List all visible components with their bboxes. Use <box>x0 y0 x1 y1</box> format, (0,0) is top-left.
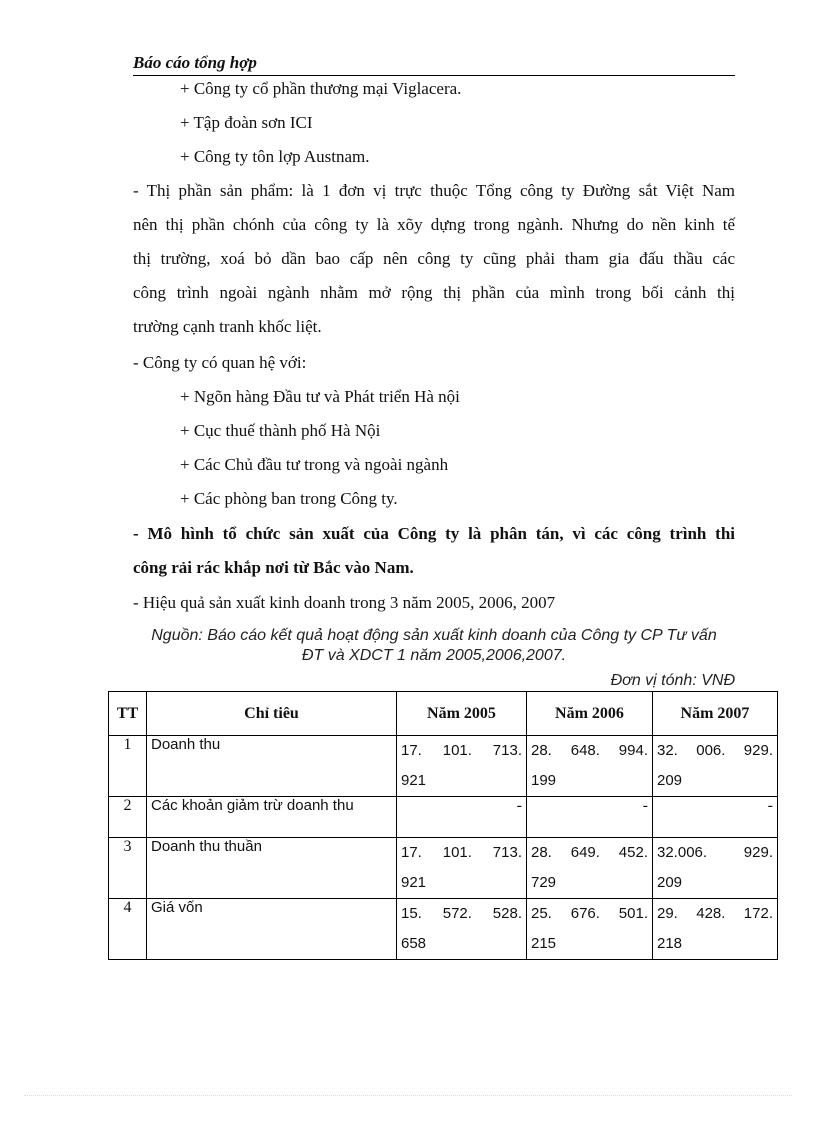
paragraph-line: công trình ngoài ngành nhằm mở rộng thị phần của mình trong bối cảnh thị <box>133 283 735 302</box>
header-tt: TT <box>109 692 147 736</box>
row-indicator: Doanh thu <box>147 736 397 797</box>
partner-item: + Công ty tôn lợp Austnam. <box>180 147 370 166</box>
value-2005: 15. 572. 528. 658 <box>397 899 527 960</box>
table-header-row <box>109 692 778 736</box>
row-number: 3 <box>109 838 147 899</box>
value-2006: 28. 648. 994. 199 <box>527 736 653 797</box>
paragraph-line: - Thị phần sản phẩm: là 1 đơn vị trực thuộc Tổng công ty Đường sắt Việt Nam <box>133 181 735 200</box>
source-line: ĐT và XDCT 1 năm 2005,2006,2007. <box>301 647 567 664</box>
partner-item: + Tập đoàn sơn ICI <box>180 113 313 132</box>
header-indicator: Chỉ tiêu <box>147 692 397 736</box>
paragraph-line: nên thị phần chónh của công ty là xõy dựng trong ngành. Nhưng do nền kinh tế <box>133 215 735 234</box>
row-number: 4 <box>109 899 147 960</box>
financial-table <box>108 691 778 960</box>
header-year-2007: Năm 2007 <box>653 692 778 736</box>
value-2006: - <box>527 797 653 838</box>
row-number: 1 <box>109 736 147 797</box>
row-number: 2 <box>109 797 147 838</box>
value-2005: 17. 101. 713. 921 <box>397 838 527 899</box>
value-2005: 17. 101. 713. 921 <box>397 736 527 797</box>
header-year-2006: Năm 2006 <box>527 692 653 736</box>
relation-item: + Ngõn hàng Đầu tư và Phát triển Hà nội <box>180 387 460 406</box>
value-2006: 25. 676. 501. 215 <box>527 899 653 960</box>
paragraph-line: thị trường, xoá bỏ dần bao cấp nên công ty cũng phải tham gia đấu thầu các <box>133 249 735 268</box>
row-indicator: Các khoản giảm trừ doanh thu <box>147 797 397 838</box>
relation-item: + Cục thuế thành phố Hà Nội <box>180 421 381 440</box>
relations-intro: - Công ty có quan hệ với: <box>133 353 307 372</box>
relation-item: + Các Chủ đầu tư trong và ngoài ngành <box>180 455 449 474</box>
row-indicator: Doanh thu thuần <box>147 838 397 899</box>
row-indicator: Giá vốn <box>147 899 397 960</box>
value-2006: 28. 649. 452. 729 <box>527 838 653 899</box>
source-note <box>120 626 748 666</box>
value-2007: - <box>653 797 778 838</box>
paragraph-line: công rải rác khắp nơi từ Bắc vào Nam. <box>133 558 414 577</box>
efficiency-heading: - Hiệu quả sản xuất kinh doanh trong 3 năm 2005, 2006, 2007 <box>133 593 556 612</box>
value-2007: 29. 428. 172. 218 <box>653 899 778 960</box>
partner-item: + Công ty cổ phần thương mại Viglacera. <box>180 79 462 98</box>
value-2007: 32. 006. 929. 209 <box>653 736 778 797</box>
unit-note: Đơn vị tónh: VNĐ <box>610 672 735 689</box>
table-row <box>109 899 778 960</box>
table-row <box>109 736 778 797</box>
paragraph-line: - Mô hình tổ chức sản xuất của Công ty là phân tán, vì các công trình thi <box>133 524 735 543</box>
model-paragraph <box>133 523 735 557</box>
table-row <box>109 797 778 838</box>
header-year-2005: Năm 2005 <box>397 692 527 736</box>
value-2007: 32.006. 929. 209 <box>653 838 778 899</box>
table-row <box>109 838 778 899</box>
document-header: Báo cáo tổng hợp <box>133 52 735 76</box>
relation-item: + Các phòng ban trong Công ty. <box>180 489 398 508</box>
value-2005: - <box>397 797 527 838</box>
paragraph-line: trường cạnh tranh khốc liệt. <box>133 317 322 336</box>
page-bottom-divider <box>24 1095 792 1096</box>
market-paragraph <box>133 180 735 316</box>
source-line: Nguồn: Báo cáo kết quả hoạt động sản xuất kinh doanh của Công ty CP Tư vấn <box>151 627 717 644</box>
